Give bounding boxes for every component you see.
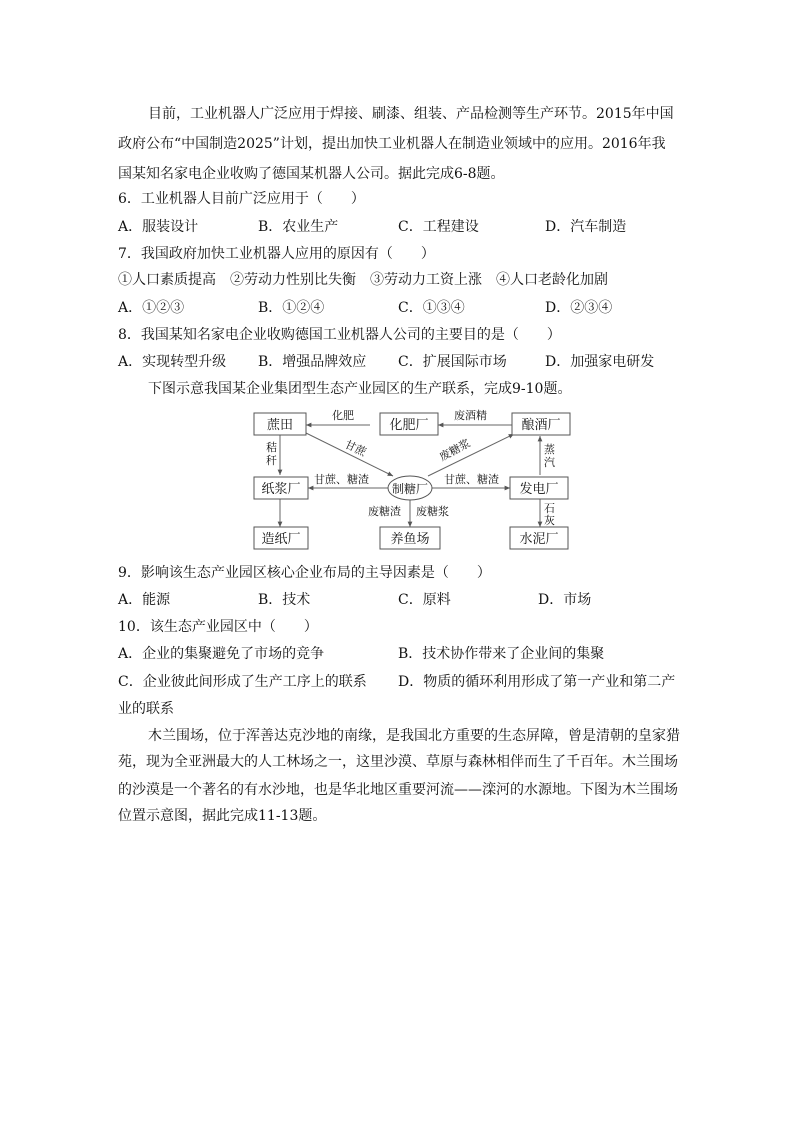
intro-3-line-3: 的沙漠是一个著名的有水沙地，也是华北地区重要河流——滦河的水源地。下图为木兰围场 [118,782,678,798]
q6-option-b: B．农业生产 [258,219,339,235]
label-cane-residue-left: 甘蔗、糖渣 [314,473,369,486]
label-steam-2: 汽 [544,456,555,469]
label-waste-molasses-top: 废糖浆 [437,436,473,464]
q7-stem: 7．我国政府加快工业机器人应用的原因有（ ） [118,246,435,262]
q9-option-a: A．能源 [118,592,171,608]
label-straw-2: 秆 [266,454,277,467]
q9-option-d: D．市场 [538,592,592,608]
intro-3-line-2: 苑，现为全亚洲最大的人工林场之一，这里沙漠、草原与森林相伴而生了千百年。木兰围场 [118,754,678,770]
label-fertilizer: 化肥 [332,409,354,422]
q8-option-c: C．扩展国际市场 [398,354,507,370]
q10-option-b: B．技术协作带来了企业间的集聚 [398,646,605,662]
intro-1-line-3: 国某知名家电企业收购了德国某机器人公司。据此完成6-8题。 [118,166,505,182]
q7-option-b: B．①②④ [258,300,325,316]
intro-3-line-1: 木兰围场，位于浑善达克沙地的南缘，是我国北方重要的生态屏障，曾是清朝的皇家猎 [148,728,680,744]
intro-1-line-1: 目前，工业机器人广泛应用于焊接、刷漆、组装、产品检测等生产环节。2015年中国 [148,106,674,122]
node-fertilizer-plant: 化肥厂 [389,418,429,433]
node-winery: 酿酒厂 [521,418,561,433]
intro-2: 下图示意我国某企业集团型生态产业园区的生产联系，完成9-10题。 [148,381,572,397]
q7-option-c: C．①③④ [398,300,465,316]
q10-option-a: A．企业的集聚避免了市场的竞争 [118,646,325,662]
node-sugar-mill: 制糖厂 [391,482,429,496]
node-cement-plant: 水泥厂 [519,532,559,547]
q9-stem: 9．影响该生态产业园区核心企业布局的主导因素是（ ） [118,565,491,581]
node-paper-mill: 造纸厂 [261,532,301,547]
q7-option-a: A．①②③ [118,300,185,316]
q6-option-d: D．汽车制造 [545,219,627,235]
q9-option-b: B．技术 [258,592,311,608]
node-power-plant: 发电厂 [519,482,559,497]
label-straw-1: 秸 [266,441,277,454]
q7-items: ①人口素质提高 ②劳动力性别比失衡 ③劳动力工资上涨 ④人口老龄化加剧 [118,272,608,288]
label-waste-molasses-bottom: 废糖浆 [416,505,449,518]
q6-option-a: A．服装设计 [118,219,199,235]
q8-option-a: A．实现转型升级 [118,354,227,370]
eco-industrial-park-diagram [240,403,580,553]
q7-option-d: D．②③④ [545,300,613,316]
label-steam-1: 蒸 [544,443,555,456]
node-fish-farm: 养鱼场 [390,532,430,547]
intro-3-line-4: 位置示意图，据此完成11-13题。 [118,808,327,824]
label-waste-residue: 废糖渣 [368,505,401,518]
label-cane-residue-right: 甘蔗、糖渣 [444,473,499,486]
q10-option-c: C．企业彼此间形成了生产工序上的联系 [118,674,367,690]
q10-option-d: D．物质的循环利用形成了第一产业和第二产 [398,674,676,690]
node-sugarcane-field: 蔗田 [266,418,294,433]
label-sugarcane: 甘蔗 [342,437,369,460]
q10-option-d-continued: 业的联系 [118,701,174,717]
q9-option-c: C．原料 [398,592,451,608]
q10-stem: 10．该生态产业园区中（ ） [118,619,318,635]
node-pulp-mill: 纸浆厂 [261,482,301,497]
label-lime-1: 石 [544,502,555,515]
q8-option-d: D．加强家电研发 [545,354,655,370]
q6-stem: 6．工业机器人目前广泛应用于（ ） [118,191,365,207]
intro-1-line-2: 政府公布“中国制造2025”计划，提出加快工业机器人在制造业领域中的应用。2016年我 [118,136,666,152]
q8-option-b: B．增强品牌效应 [258,354,367,370]
q6-option-c: C．工程建设 [398,219,479,235]
label-lime-2: 灰 [544,514,555,527]
label-waste-alcohol: 废酒精 [454,409,487,422]
q8-stem: 8．我国某知名家电企业收购德国工业机器人公司的主要目的是（ ） [118,327,561,343]
